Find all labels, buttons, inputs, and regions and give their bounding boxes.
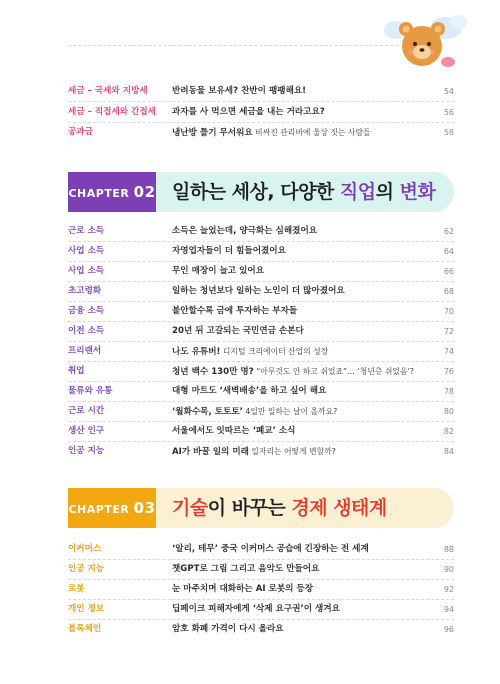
- toc-entry[interactable]: [68, 222, 454, 242]
- entry-title: 암호 화폐 가격이 다시 올라요: [172, 624, 284, 634]
- entry-category: 인공 지능: [68, 564, 105, 574]
- entry-title: 청년 백수 130만 명? “아무것도 안 하고 쉬었죠”… ‘청년층 쉬었음’?: [172, 367, 415, 377]
- toc-entry[interactable]: [68, 620, 454, 639]
- entry-page-number: 70: [443, 307, 454, 316]
- entry-category: 세금 – 직접세와 간접세: [68, 107, 156, 117]
- entry-page-number: 90: [443, 565, 454, 574]
- chapter-3-badge: CHAPTER 03: [68, 488, 156, 528]
- chapter-3-title: 기술이 바꾸는 경제 생태계: [172, 497, 387, 519]
- entry-title: 불안할수록 금에 투자하는 부자들: [172, 306, 298, 316]
- entry-category: 블록체인: [68, 624, 102, 634]
- entry-title: 냉난방 틀기 무서워요 비싸진 관리비에 울상 짓는 사람들: [172, 128, 371, 138]
- entry-page-number: 94: [443, 605, 454, 614]
- toc-entry[interactable]: [68, 123, 454, 142]
- entry-page-number: 92: [443, 585, 454, 594]
- entry-page-number: 68: [443, 287, 454, 296]
- entry-page-number: 72: [443, 327, 454, 336]
- toc-entry[interactable]: [68, 560, 454, 580]
- entry-title: 대형 마트도 ‘새벽배송’을 하고 싶어 해요: [172, 386, 327, 396]
- entry-page-number: 56: [443, 108, 454, 117]
- entry-page-number: 58: [443, 128, 454, 137]
- entry-category: 프리랜서: [68, 346, 102, 356]
- chapter-2-badge: CHAPTER 02: [68, 172, 156, 212]
- entry-page-number: 84: [443, 447, 454, 456]
- entry-category: 세금 – 국세와 지방세: [68, 86, 148, 96]
- entry-category: 인공 지능: [68, 446, 105, 456]
- entry-title: ‘월화수목, 토토토’ 4일만 일하는 날이 올까요?: [172, 407, 338, 417]
- toc-entry[interactable]: [68, 302, 454, 322]
- toc-entry[interactable]: [68, 402, 454, 422]
- header-divider: [68, 45, 398, 46]
- entry-category: 이커머스: [68, 544, 102, 554]
- entry-category: 취업: [68, 366, 85, 376]
- entry-title: AI가 바꿀 일의 미래 일자리는 어떻게 변할까?: [172, 447, 336, 457]
- entry-page-number: 96: [443, 625, 454, 634]
- entry-page-number: 88: [443, 545, 454, 554]
- toc-entry[interactable]: [68, 242, 454, 262]
- chapter-3-banner[interactable]: [68, 488, 454, 528]
- entry-category: 로봇: [68, 584, 85, 594]
- toc-entry[interactable]: [68, 103, 454, 123]
- entry-page-number: 76: [443, 367, 454, 376]
- toc-entry[interactable]: [68, 342, 454, 362]
- chapter-2-title: 일하는 세상, 다양한 직업의 변화: [172, 181, 436, 203]
- entry-page-number: 78: [443, 387, 454, 396]
- toc-entry[interactable]: [68, 382, 454, 402]
- entry-page-number: 54: [443, 87, 454, 96]
- entry-category: 근로 소득: [68, 226, 105, 236]
- entry-title: 챗GPT로 그림 그리고 음악도 만들어요: [172, 564, 320, 574]
- toc-entry[interactable]: [68, 362, 454, 382]
- entry-category: 공과금: [68, 127, 93, 137]
- toc-entry[interactable]: [68, 422, 454, 442]
- entry-category: 개인 정보: [68, 604, 105, 614]
- entry-category: 근로 시간: [68, 406, 105, 416]
- entry-title: 나도 유튜버! 디지털 크리에이터 산업의 성장: [172, 347, 329, 357]
- entry-title: 과자를 사 먹으면 세금을 내는 거라고요?: [172, 107, 325, 117]
- entry-page-number: 80: [443, 407, 454, 416]
- entry-title: 20년 뒤 고갈되는 국민연금 손본다: [172, 326, 304, 336]
- entry-category: 사업 소득: [68, 246, 105, 256]
- bear-mascot-illustration: [382, 12, 470, 74]
- entry-category: 금융 소득: [68, 306, 105, 316]
- entry-page-number: 66: [443, 267, 454, 276]
- entry-page-number: 82: [443, 427, 454, 436]
- entry-title: 일하는 청년보다 일하는 노인이 더 많아졌어요: [172, 286, 345, 296]
- entry-title: 눈 마주치며 대화하는 AI 로봇의 등장: [172, 584, 314, 594]
- entry-page-number: 74: [443, 347, 454, 356]
- entry-title: 무인 매장이 늘고 있어요: [172, 266, 264, 276]
- entry-title: 소득은 늘었는데, 양극화는 심해졌어요: [172, 226, 318, 236]
- toc-entry[interactable]: [68, 322, 454, 342]
- entry-title: 딥페이크 피해자에게 ‘삭제 요구권’이 생겨요: [172, 604, 340, 614]
- chapter-2-banner[interactable]: [68, 172, 454, 212]
- toc-entry[interactable]: [68, 580, 454, 600]
- entry-title: ‘알리, 테무’ 중국 이커머스 공습에 긴장하는 전 세계: [172, 544, 369, 554]
- entry-title: 서울에서도 잇따르는 ‘폐교’ 소식: [172, 426, 296, 436]
- entry-category: 초고령화: [68, 286, 102, 296]
- entry-page-number: 64: [443, 247, 454, 256]
- toc-entry[interactable]: [68, 600, 454, 620]
- toc-entry[interactable]: [68, 442, 454, 461]
- toc-entry[interactable]: [68, 262, 454, 282]
- entry-title: 반려동물 보유세? 찬반이 팽팽해요!: [172, 86, 307, 96]
- toc-entry[interactable]: [68, 82, 454, 102]
- toc-entry[interactable]: [68, 540, 454, 560]
- entry-page-number: 62: [443, 227, 454, 236]
- entry-category: 사업 소득: [68, 266, 105, 276]
- entry-category: 물류와 유통: [68, 386, 113, 396]
- entry-category: 이전 소득: [68, 326, 105, 336]
- toc-entry[interactable]: [68, 282, 454, 302]
- entry-title: 자영업자들이 더 힘들어졌어요: [172, 246, 286, 256]
- entry-category: 생산 인구: [68, 426, 105, 436]
